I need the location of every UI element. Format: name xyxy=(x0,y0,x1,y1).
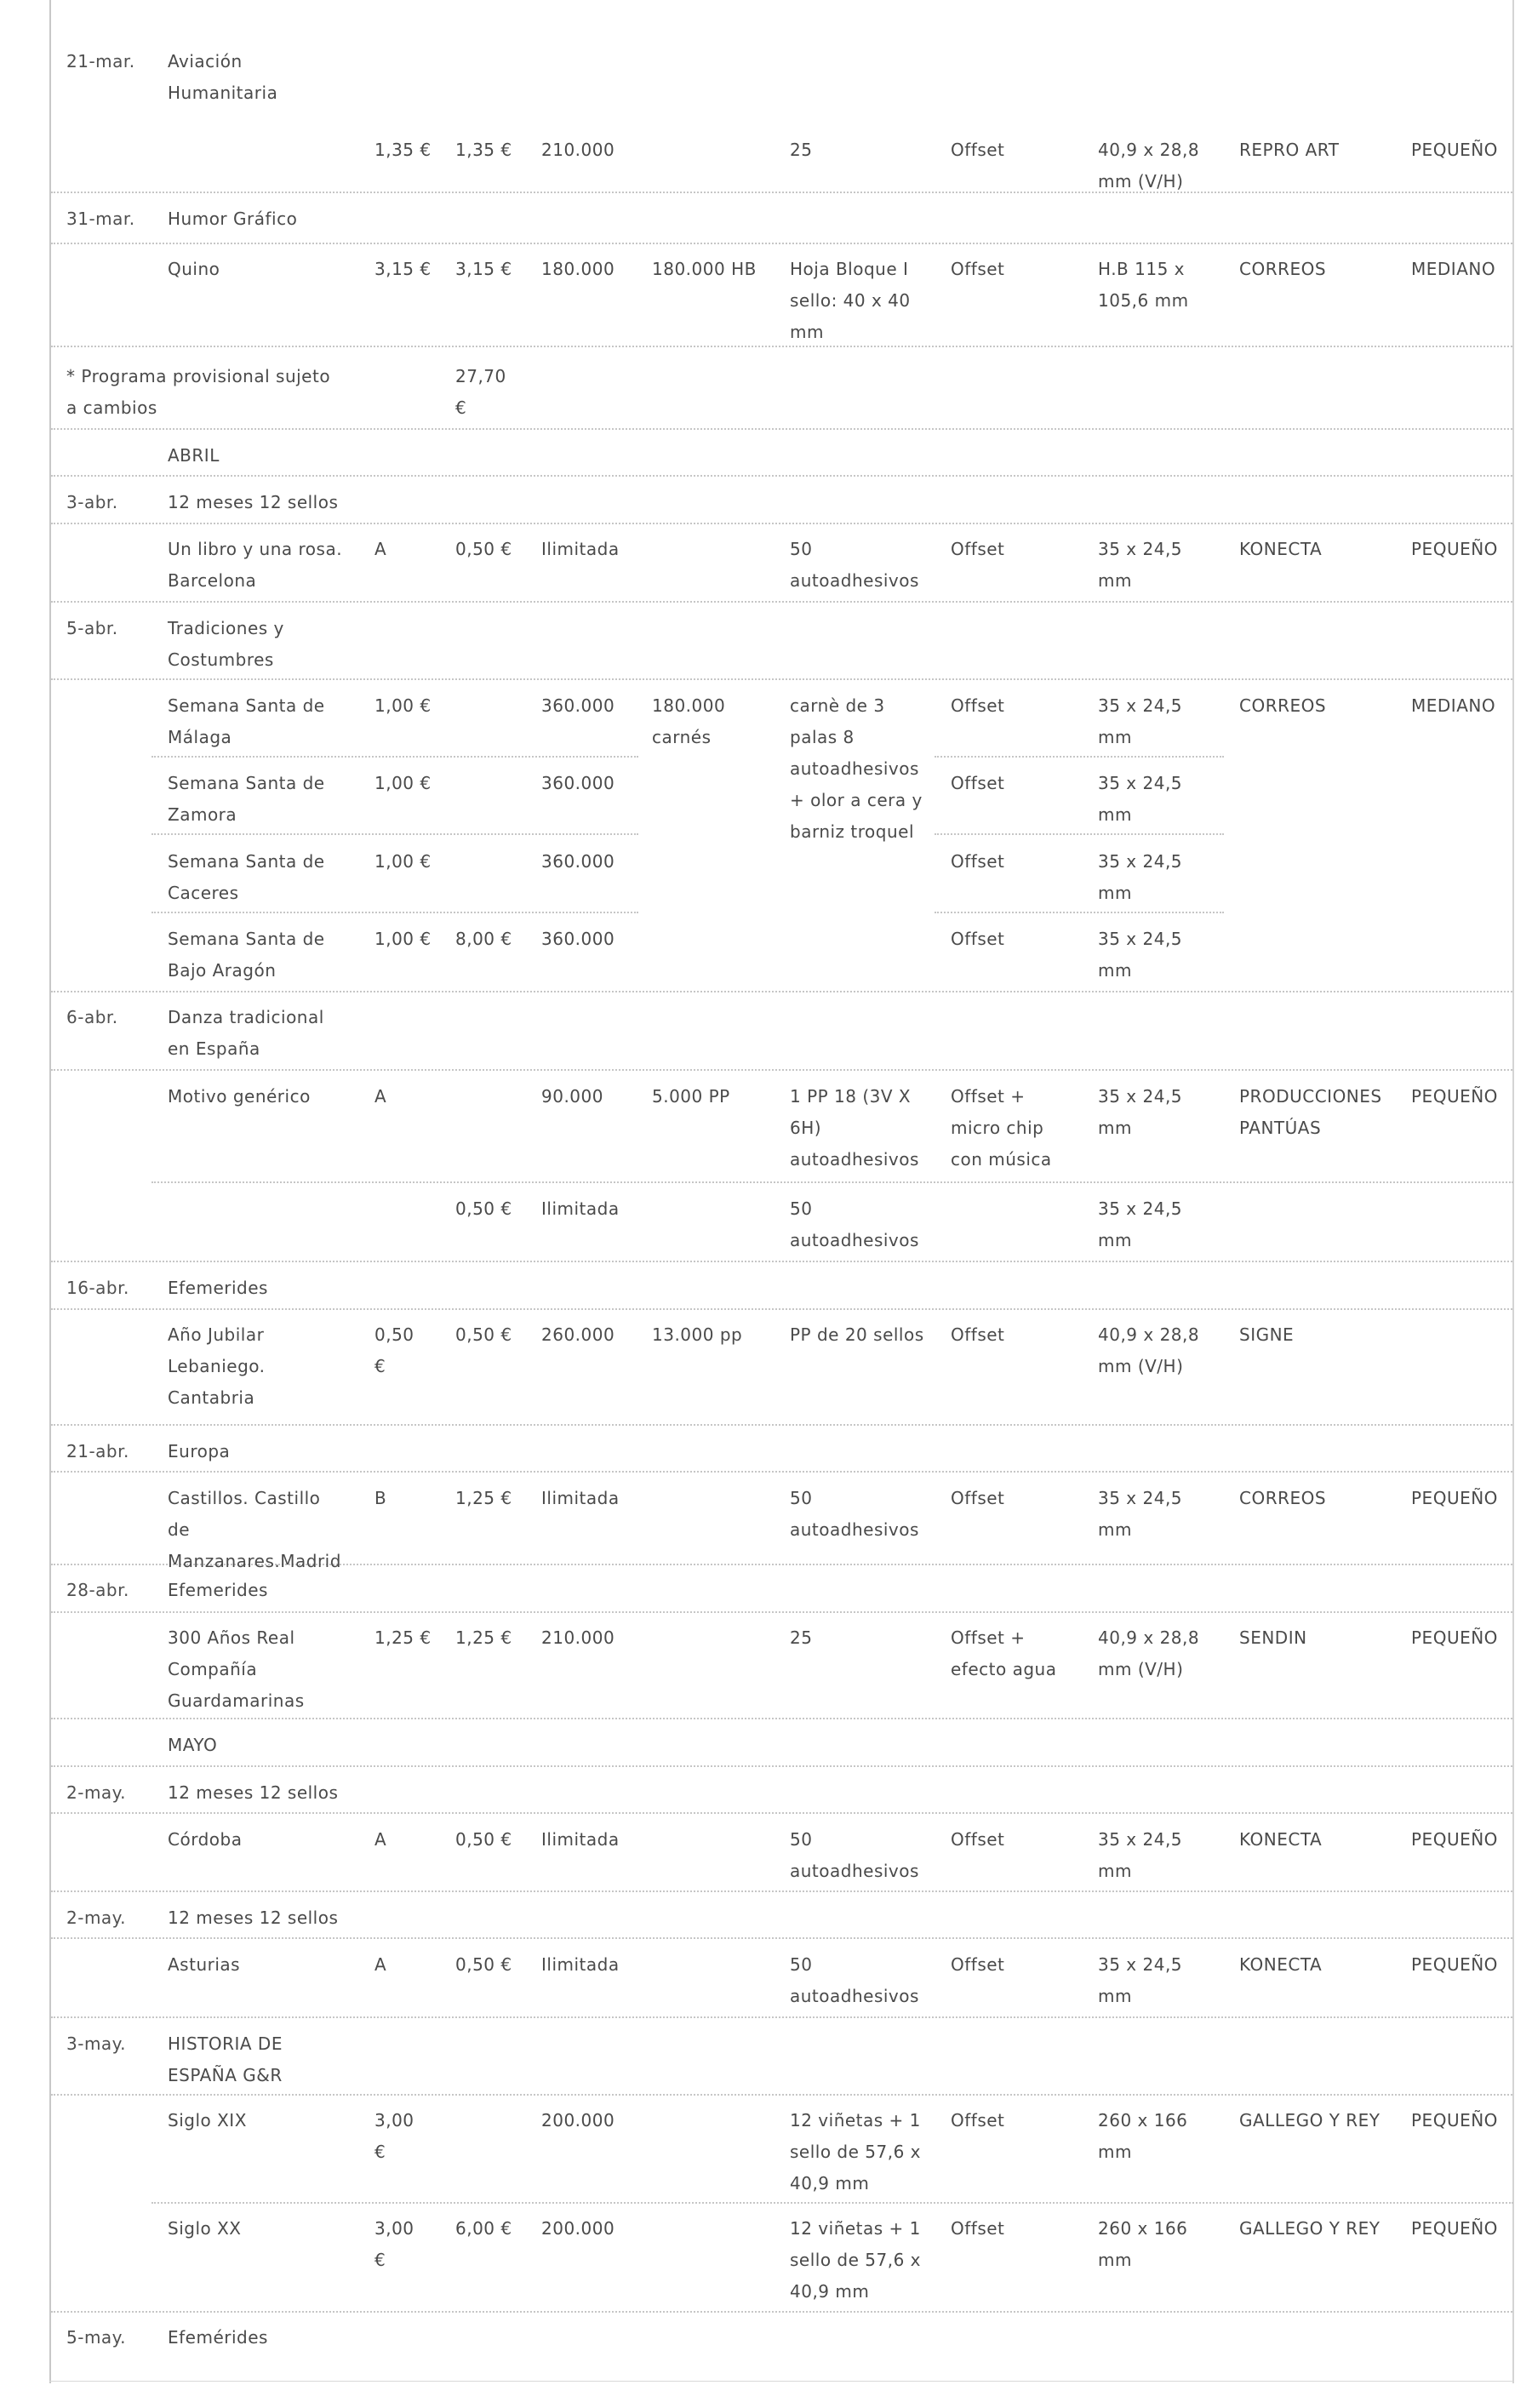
row-separator xyxy=(151,1181,1513,1183)
cell-v1: 3,00 € xyxy=(374,2110,414,2162)
table-left-border xyxy=(49,0,51,2383)
cell-name: Semana Santa de Bajo Aragón xyxy=(168,929,325,981)
cell-name: Semana Santa de Zamora xyxy=(168,773,325,825)
cell-v1: A xyxy=(374,1829,387,1850)
cell-v2: 0,50 € xyxy=(455,1954,512,1975)
cell-formato: 180.000 HB xyxy=(652,259,757,279)
cell-dim: 35 x 24,5 mm xyxy=(1098,929,1183,981)
cell-impresor: CORREOS xyxy=(1239,1488,1327,1508)
cell-dim: 35 x 24,5 mm xyxy=(1098,851,1183,903)
cell-v1: B xyxy=(374,1488,387,1508)
cell-name: 12 meses 12 sellos xyxy=(168,492,339,512)
cell-tirada: 200.000 xyxy=(541,2110,615,2131)
cell-v2: 8,00 € xyxy=(455,929,512,949)
cell-v2: 0,50 € xyxy=(455,1198,512,1219)
row-separator xyxy=(51,346,1512,347)
cell-impresor: GALLEGO Y REY xyxy=(1239,2218,1381,2239)
cell-dim: 35 x 24,5 mm xyxy=(1098,539,1183,591)
cell-dim: H.B 115 x 105,6 mm xyxy=(1098,259,1189,311)
cell-total: 27,70 € xyxy=(455,366,506,418)
row-separator xyxy=(51,991,1512,992)
cell-tam: PEQUEÑO xyxy=(1411,2110,1498,2131)
row-separator xyxy=(151,2202,1513,2204)
cell-imp: Offset xyxy=(951,695,1005,716)
row-separator xyxy=(51,601,1512,603)
cell-tirada: Ilimitada xyxy=(541,1829,620,1850)
cell-v1: 1,00 € xyxy=(374,929,432,949)
cell-date: 3-may. xyxy=(66,2033,127,2054)
cell-v1: A xyxy=(374,1954,387,1975)
cell-pliego: 25 xyxy=(790,140,813,160)
cell-name: Humor Gráfico xyxy=(168,209,298,229)
cell-date: 21-mar. xyxy=(66,51,135,71)
cell-date: 5-abr. xyxy=(66,618,118,638)
cell-name: Córdoba xyxy=(168,1829,243,1850)
cell-name: Un libro y una rosa. Barcelona xyxy=(168,539,343,591)
cell-dim: 35 x 24,5 mm xyxy=(1098,1086,1183,1138)
cell-tam: PEQUEÑO xyxy=(1411,2218,1498,2239)
cell-name: 300 Años Real Compañía Guardamarinas xyxy=(168,1627,305,1711)
cell-v2: 0,50 € xyxy=(455,539,512,559)
cell-name: Aviación Humanitaria xyxy=(168,51,278,103)
cell-name: Efemerides xyxy=(168,1580,268,1600)
cell-v1: 0,50 € xyxy=(374,1324,414,1376)
cell-tam: PEQUEÑO xyxy=(1411,140,1498,160)
cell-impresor: KONECTA xyxy=(1239,539,1323,559)
cell-imp: Offset xyxy=(951,1488,1005,1508)
cell-date: 5-may. xyxy=(66,2327,127,2348)
cell-tam: PEQUEÑO xyxy=(1411,539,1498,559)
cell-v1: 1,00 € xyxy=(374,773,432,793)
row-separator xyxy=(51,192,1512,193)
cell-date: 6-abr. xyxy=(66,1007,118,1027)
cell-pliego: 25 xyxy=(790,1627,813,1648)
cell-name: Semana Santa de Málaga xyxy=(168,695,325,747)
cell-dim: 35 x 24,5 mm xyxy=(1098,1954,1183,2006)
cell-v2: 1,25 € xyxy=(455,1627,512,1648)
cell-v2: 6,00 € xyxy=(455,2218,512,2239)
cell-name: Castillos. Castillo de Manzanares.Madrid xyxy=(168,1488,341,1571)
cell-v1: 1,35 € xyxy=(374,140,432,160)
cell-pliego: 12 viñetas + 1 sello de 57,6 x 40,9 mm xyxy=(790,2110,922,2194)
cell-impresor: KONECTA xyxy=(1239,1954,1323,1975)
row-separator xyxy=(51,1890,1512,1892)
cell-pliego: 50 autoadhesivos xyxy=(790,539,919,591)
cell-dim: 260 x 166 mm xyxy=(1098,2110,1188,2162)
cell-v1: 3,00 € xyxy=(374,2218,414,2270)
cell-note: * Programa provisional sujeto a cambios xyxy=(66,366,331,418)
cell-name: Danza tradicional en España xyxy=(168,1007,324,1059)
cell-impresor: GALLEGO Y REY xyxy=(1239,2110,1381,2131)
cell-tirada: 90.000 xyxy=(541,1086,603,1107)
row-separator xyxy=(51,2094,1512,2096)
cell-date: 31-mar. xyxy=(66,209,135,229)
cell-name: Semana Santa de Caceres xyxy=(168,851,325,903)
cell-tam: PEQUEÑO xyxy=(1411,1488,1498,1508)
cell-imp: Offset xyxy=(951,1954,1005,1975)
cell-name: Siglo XIX xyxy=(168,2110,247,2131)
row-separator xyxy=(51,1718,1512,1719)
row-separator xyxy=(51,678,1512,680)
cell-date: 2-may. xyxy=(66,1908,127,1928)
cell-name: Efemérides xyxy=(168,2327,268,2348)
cell-pliego: 50 autoadhesivos xyxy=(790,1954,919,2006)
row-separator xyxy=(51,428,1512,430)
cell-dim: 35 x 24,5 mm xyxy=(1098,1829,1183,1881)
cell-tam: PEQUEÑO xyxy=(1411,1627,1498,1648)
row-separator xyxy=(51,1765,1512,1767)
cell-imp: Offset xyxy=(951,2218,1005,2239)
cell-impresor: KONECTA xyxy=(1239,1829,1323,1850)
cell-dim: 35 x 24,5 mm xyxy=(1098,773,1183,825)
cell-v1: 1,25 € xyxy=(374,1627,432,1648)
cell-v1: 1,00 € xyxy=(374,851,432,872)
cell-impresor: PRODUCCIONES PANTÚAS xyxy=(1239,1086,1382,1138)
row-separator xyxy=(51,2016,1512,2018)
cell-dim: 40,9 x 28,8 mm (V/H) xyxy=(1098,1627,1200,1679)
cell-v1: 3,15 € xyxy=(374,259,432,279)
cell-date: 3-abr. xyxy=(66,492,118,512)
cell-tirada: Ilimitada xyxy=(541,1198,620,1219)
cell-date: 16-abr. xyxy=(66,1278,129,1298)
cell-tirada: 360.000 xyxy=(541,695,615,716)
cell-tirada: 210.000 xyxy=(541,1627,615,1648)
cell-name: HISTORIA DE ESPAÑA G&R xyxy=(168,2033,283,2085)
cell-name: ABRIL xyxy=(168,445,220,466)
row-separator xyxy=(51,2311,1512,2313)
cell-impresor: CORREOS xyxy=(1239,695,1327,716)
row-separator xyxy=(51,1611,1512,1613)
cell-pliego: 50 autoadhesivos xyxy=(790,1488,919,1540)
cell-v2: 0,50 € xyxy=(455,1829,512,1850)
table-right-border xyxy=(1512,0,1514,2383)
cell-pliego: carnè de 3 palas 8 autoadhesivos + olor a cera y barniz troquel xyxy=(790,695,923,842)
table-bottom-border xyxy=(49,2381,1513,2382)
cell-imp: Offset xyxy=(951,773,1005,793)
row-separator xyxy=(151,833,638,835)
cell-pliego: 1 PP 18 (3V X 6H) autoadhesivos xyxy=(790,1086,919,1170)
row-separator xyxy=(51,1937,1512,1939)
cell-formato: 5.000 PP xyxy=(652,1086,730,1107)
cell-pliego: 50 autoadhesivos xyxy=(790,1198,919,1250)
cell-impresor: CORREOS xyxy=(1239,259,1327,279)
cell-tirada: Ilimitada xyxy=(541,1954,620,1975)
cell-tirada: 200.000 xyxy=(541,2218,615,2239)
cell-dim: 35 x 24,5 mm xyxy=(1098,1198,1183,1250)
cell-impresor: SIGNE xyxy=(1239,1324,1295,1345)
row-separator xyxy=(151,912,638,913)
cell-v1: A xyxy=(374,539,387,559)
row-separator xyxy=(151,756,638,758)
cell-tirada: 210.000 xyxy=(541,140,615,160)
row-separator xyxy=(935,756,1224,758)
cell-name: 12 meses 12 sellos xyxy=(168,1782,339,1803)
row-separator xyxy=(51,1308,1512,1310)
cell-tirada: Ilimitada xyxy=(541,1488,620,1508)
cell-dim: 40,9 x 28,8 mm (V/H) xyxy=(1098,1324,1200,1376)
cell-name: Año Jubilar Lebaniego. Cantabria xyxy=(168,1324,266,1408)
cell-name: Europa xyxy=(168,1441,231,1461)
cell-name: Efemerides xyxy=(168,1278,268,1298)
row-separator xyxy=(935,833,1224,835)
row-separator xyxy=(51,475,1512,477)
cell-v2: 1,35 € xyxy=(455,140,512,160)
cell-tirada: 260.000 xyxy=(541,1324,615,1345)
cell-date: 21-abr. xyxy=(66,1441,129,1461)
cell-pliego: PP de 20 sellos xyxy=(790,1324,924,1345)
cell-dim: 260 x 166 mm xyxy=(1098,2218,1188,2270)
cell-name: Quino xyxy=(168,259,220,279)
row-separator xyxy=(935,912,1224,913)
cell-dim: 35 x 24,5 mm xyxy=(1098,1488,1183,1540)
cell-imp: Offset xyxy=(951,140,1005,160)
cell-tam: MEDIANO xyxy=(1411,695,1496,716)
cell-date: 28-abr. xyxy=(66,1580,129,1600)
cell-imp: Offset + micro chip con música xyxy=(951,1086,1052,1170)
cell-pliego: 12 viñetas + 1 sello de 57,6 x 40,9 mm xyxy=(790,2218,922,2302)
cell-imp: Offset xyxy=(951,1324,1005,1345)
cell-imp: Offset xyxy=(951,851,1005,872)
cell-tirada: Ilimitada xyxy=(541,539,620,559)
row-separator xyxy=(51,1471,1512,1473)
row-separator xyxy=(51,1069,1512,1071)
cell-name: Asturias xyxy=(168,1954,241,1975)
cell-imp: Offset xyxy=(951,1829,1005,1850)
cell-tam: PEQUEÑO xyxy=(1411,1954,1498,1975)
cell-name: Siglo XX xyxy=(168,2218,242,2239)
cell-impresor: SENDIN xyxy=(1239,1627,1307,1648)
row-separator xyxy=(51,1424,1512,1426)
cell-tirada: 360.000 xyxy=(541,929,615,949)
cell-name: Tradiciones y Costumbres xyxy=(168,618,284,670)
cell-name: MAYO xyxy=(168,1735,218,1755)
cell-date: 2-may. xyxy=(66,1782,127,1803)
cell-v2: 1,25 € xyxy=(455,1488,512,1508)
cell-impresor: REPRO ART xyxy=(1239,140,1340,160)
cell-imp: Offset xyxy=(951,539,1005,559)
cell-formato: 180.000 carnés xyxy=(652,695,726,747)
cell-dim: 40,9 x 28,8 mm (V/H) xyxy=(1098,140,1200,192)
cell-tam: MEDIANO xyxy=(1411,259,1496,279)
cell-dim: 35 x 24,5 mm xyxy=(1098,695,1183,747)
cell-v1: A xyxy=(374,1086,387,1107)
cell-formato: 13.000 pp xyxy=(652,1324,743,1345)
cell-pliego: Hoja Bloque I sello: 40 x 40 mm xyxy=(790,259,911,342)
cell-name: Motivo genérico xyxy=(168,1086,311,1107)
cell-name: 12 meses 12 sellos xyxy=(168,1908,339,1928)
row-separator xyxy=(51,1812,1512,1814)
cell-imp: Offset + efecto agua xyxy=(951,1627,1057,1679)
cell-imp: Offset xyxy=(951,2110,1005,2131)
cell-tam: PEQUEÑO xyxy=(1411,1829,1498,1850)
cell-tirada: 360.000 xyxy=(541,773,615,793)
row-separator xyxy=(51,523,1512,524)
cell-v2: 3,15 € xyxy=(455,259,512,279)
cell-imp: Offset xyxy=(951,259,1005,279)
cell-imp: Offset xyxy=(951,929,1005,949)
cell-v1: 1,00 € xyxy=(374,695,432,716)
row-separator xyxy=(51,243,1512,244)
cell-pliego: 50 autoadhesivos xyxy=(790,1829,919,1881)
cell-tirada: 360.000 xyxy=(541,851,615,872)
cell-v2: 0,50 € xyxy=(455,1324,512,1345)
cell-tam: PEQUEÑO xyxy=(1411,1086,1498,1107)
row-separator xyxy=(51,1261,1512,1262)
cell-tirada: 180.000 xyxy=(541,259,615,279)
